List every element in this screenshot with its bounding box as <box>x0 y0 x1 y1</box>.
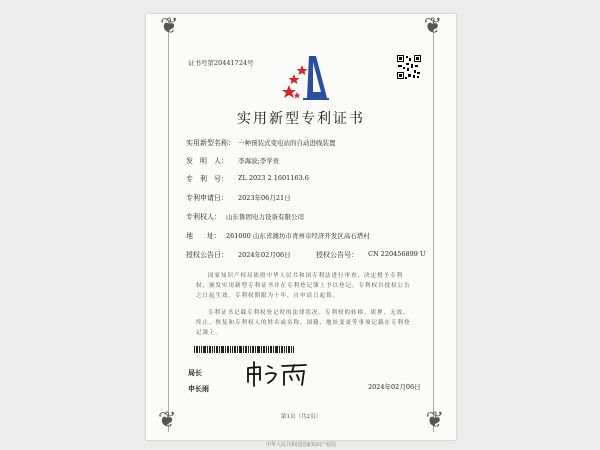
field-label: 授权公告号： <box>316 251 358 259</box>
notice-paragraph: 专利证书记载专利权登记时的法律状况。专利权的转移、质押、无效、终止、恢复和专利权人的姓名或名称、国籍、地址变更等事项记载在专利登记簿上。 <box>196 310 411 336</box>
bottom-text: 中华人民共和国国家知识产权局 <box>265 442 336 448</box>
field-value: 2024年02月06日 <box>238 251 291 259</box>
qr-code-icon <box>396 54 422 80</box>
issue-date: 2024年02月06日 <box>368 383 421 391</box>
field-label: 专利申请日： <box>186 194 228 202</box>
barcode-icon <box>194 346 294 353</box>
notice-paragraph: 国家知识产权局依照中华人民共和国专利法进行审查，决定授予专利权，颁发实用新型专利证书并在专利登记簿上予以登记。专利权自授权公告之日起生效。专利权期限为十年，自申请日起算。 <box>196 273 411 299</box>
field-value: CN 220456899 U <box>368 250 426 258</box>
field-value: 261000 山东省潍坊市青州市经济开发区高石塔村 <box>226 232 370 240</box>
field-value: ZL 2023 2 1601163.6 <box>238 174 309 182</box>
field-label: 实用新型名称： <box>186 139 235 147</box>
field-value: 2023年06月21日 <box>238 194 291 202</box>
certificate-number: 证书号第20441724号 <box>188 59 254 67</box>
patent-emblem-icon <box>283 52 333 102</box>
signature-icon <box>244 358 310 388</box>
ornament-corner-icon: ❦ <box>160 14 179 39</box>
field-value: 一种预装式变电站的自动进线装置 <box>238 139 336 147</box>
field-label: 专 利 号： <box>186 175 228 183</box>
field-label: 专利权人： <box>186 213 221 221</box>
certificate-title: 实用新型专利证书 <box>237 111 365 127</box>
field-value: 李海波;李学贵 <box>238 157 280 165</box>
field-label: 发 明 人： <box>186 157 228 165</box>
page-indicator: 第1页（共2页） <box>281 414 321 420</box>
ornament-corner-icon: ❦ <box>423 14 442 39</box>
signer-title: 局长 <box>188 369 202 377</box>
field-label: 授权公告日： <box>186 251 228 259</box>
field-label: 地 址： <box>186 232 221 240</box>
certificate-paper <box>146 14 456 448</box>
field-value: 山东鲁固电力设备有限公司 <box>226 213 304 221</box>
ornament-corner-icon: ❦ <box>158 408 177 433</box>
signer-name: 申长雨 <box>188 385 209 393</box>
ornament-corner-icon: ❦ <box>425 408 444 433</box>
